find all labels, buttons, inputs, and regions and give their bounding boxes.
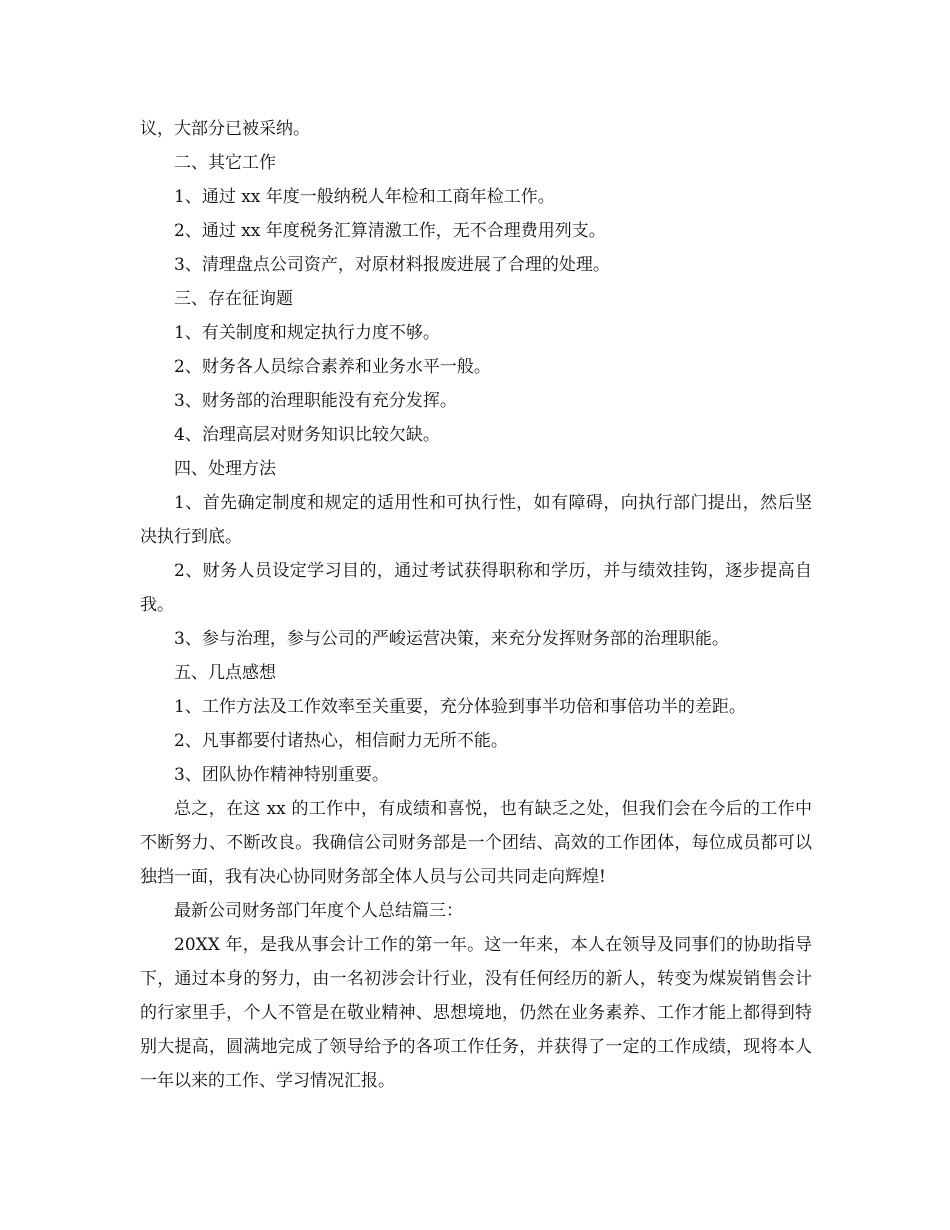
list-item: 1、工作方法及工作效率至关重要，充分体验到事半功倍和事倍功半的差距。 xyxy=(174,697,746,717)
list-item: 1、有关制度和规定执行力度不够。 xyxy=(174,323,440,343)
heading-existing-problems: 三、存在征询题 xyxy=(174,289,293,309)
paragraph-continuation: 议，大部分已被采纳。 xyxy=(140,119,310,139)
list-item: 3、清理盘点公司资产，对原材料报废进展了合理的处理。 xyxy=(174,255,610,275)
document-body xyxy=(140,112,812,1098)
heading-other-work: 二、其它工作 xyxy=(174,153,276,173)
paragraph-conclusion: 总之，在这 xx 的工作中，有成绩和喜悦，也有缺乏之处，但我们会在今后的工作中不断努力、不断改良。我确信公司财务部是一个团结、高效的工作团体，每位成员都可以独挡一面，我有决心协同财务部全体人员与公司共同走向辉煌! xyxy=(140,799,812,887)
list-item: 1、首先确定制度和规定的适用性和可执行性，如有障碍，向执行部门提出，然后坚决执行到底。 xyxy=(140,493,812,547)
list-item: 2、财务各人员综合素养和业务水平一般。 xyxy=(174,357,491,377)
list-item: 2、财务人员设定学习目的，通过考试获得职称和学历，并与绩效挂钩，逐步提高自我。 xyxy=(140,561,812,615)
list-item: 3、团队协作精神特别重要。 xyxy=(174,765,389,785)
list-item: 3、财务部的治理职能没有充分发挥。 xyxy=(174,391,457,411)
list-item: 2、凡事都要付诸热心，相信耐力无所不能。 xyxy=(174,731,508,751)
heading-reflections: 五、几点感想 xyxy=(174,663,276,683)
list-item: 4、治理高层对财务知识比较欠缺。 xyxy=(174,425,440,445)
paragraph-intro: 20XX 年，是我从事会计工作的第一年。这一年来，本人在领导及同事们的协助指导下，通过本身的努力，由一名初涉会计行业，没有任何经历的新人，转变为煤炭销售会计的行家里手，个人不管是在敬业精神、思想境地，仍然在业务素养、工作才能上都得到特别大提高，圆满地完成了领导给予的各项工作任务，并获得了一定的工作成绩，现将本人一年以来的工作、学习情况汇报。 xyxy=(140,935,812,1091)
list-item: 1、通过 xx 年度一般纳税人年检和工商年检工作。 xyxy=(174,187,555,207)
list-item: 3、参与治理，参与公司的严峻运营决策，来充分发挥财务部的治理职能。 xyxy=(174,629,729,649)
section-title-part-three: 最新公司财务部门年度个人总结篇三： xyxy=(174,901,463,921)
heading-solutions: 四、处理方法 xyxy=(174,459,276,479)
list-item: 2、通过 xx 年度税务汇算清激工作，无不合理费用列支。 xyxy=(174,221,606,241)
